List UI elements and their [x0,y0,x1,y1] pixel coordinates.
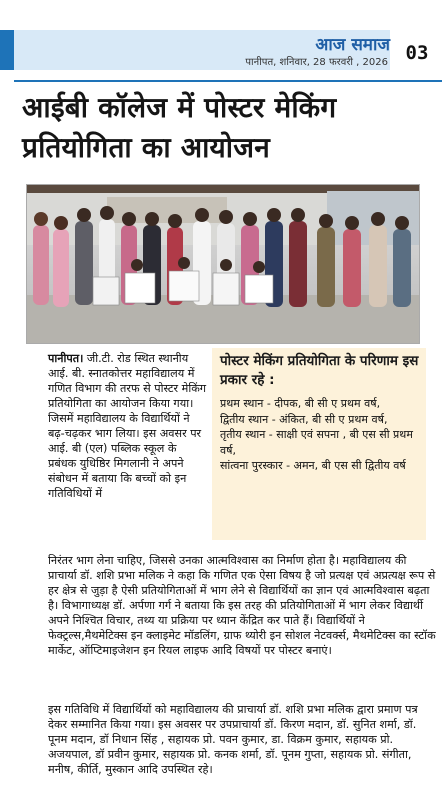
result-item: सांत्वना पुरस्कार - अमन, बी एस सी द्वितीय वर्ष [220,459,406,472]
results-title: पोस्टर मेकिंग प्रतियोगिता के परिणाम इस प्रकार रहे : [220,353,419,388]
results-box [212,348,426,540]
masthead-rule [14,80,442,82]
article-intro [48,351,208,501]
article-intro-text: जी.टी. रोड स्थित स्थानीय आई. बी. स्नातकोत्तर महाविद्यालय में गणित विभाग की तरफ से पोस्टर मेकिंग प्रतियोगिता का आयोजन किया गया। जिसमें महाविद्यालय के विद्यार्थियों ने बढ़-चढ़कर भाग लिया। इस अवसर पर आई. बी (एल) पब्लिक स्कूल के प्रबंधक युधिष्ठिर मिगलानी ने अपने संबोधन में बताया कि बच्चों को इन गतिविधियों में [48,352,207,500]
article-dateline: पानीपत। [48,352,84,365]
article-paragraph-2: इस गतिविधि में विद्यार्थियों को महाविद्यालय की प्राचार्या डॉ. शशि प्रभा मलिक द्वारा प्रमाण पत्र देकर सम्मानित किया गया। इस अवसर पर उपप्राचार्या डॉ. किरण मदान, डॉ. सुनित शर्मा, डॉ. पूनम मदान, डॉ निधान सिंह , सहायक प्रो. पवन कुमार, डा. विक्रम कुमार, सहायक प्रो. अजयपाल, डॉ प्रवीन कुमार, सहायक प्रो. कनक शर्मा, डॉ. पूनम गुप्ता, सहायक प्रो. संगीता, मनीष, कीर्ति, मुस्कान आदि उपस्थित रहे। [48,703,418,776]
result-item: प्रथम स्थान - दीपक, बी सी ए प्रथम वर्ष, [220,397,381,410]
masthead-accent-bar [0,30,14,70]
article-paragraph-1: निरंतर भाग लेना चाहिए, जिससे उनका आत्मविश्वास का निर्माण होता है। महाविद्यालय की प्राचार्या डॉ. शशि प्रभा मलिक ने कहा कि गणित एक ऐसा विषय है जो प्रत्यक्ष एवं अप्रत्यक्ष रूप से हर क्षेत्र से जुड़ा है ऐसी प्रतियोगिताओं में भाग लेने से विद्यार्थियों का ज्ञान एवं आत्मविश्वास बढ़ता है। विभागाध्यक्ष डॉ. अर्पणा गर्ग ने बताया कि इस तरह की प्रतियोगिताओं में भाग लेकर विद्यार्थी अपने निश्चित विचार, तथ्य या प्रक्रिया पर ध्यान केंद्रित कर पाते हैं। विद्यार्थियों ने फेक्ट्रल्स,मैथमेटिक्स इन क्लाइमेट मॉडलिंग, ग्राफ थ्योरी इन सोशल नेटवर्क्स, मैथमेटिक्स का स्टॉक मार्केट, ऑप्टिमाइजेशन इन रियल लाइफ आदि विषयों पर पोस्टर बनाएं। [48,554,436,657]
article-headline: आईबी कॉलेज में पोस्टर मेकिंग प्रतियोगिता का आयोजन [22,91,337,164]
page-number: 03 [405,42,429,64]
group-photo-illustration [27,185,419,343]
edition-dateline: पानीपत, शनिवार, 28 फरवरी , 2026 [245,57,388,68]
masthead [0,0,444,86]
result-item: द्वितीय स्थान - अंकित, बी सी ए प्रथम वर्ष, [220,412,388,426]
result-item: तृतीय स्थान - साक्षी एवं सपना , बी एस सी प्रथम वर्ष, [220,428,413,457]
newspaper-brand: आज समाज [315,35,390,55]
results-list [220,396,424,474]
group-photo [26,184,420,344]
